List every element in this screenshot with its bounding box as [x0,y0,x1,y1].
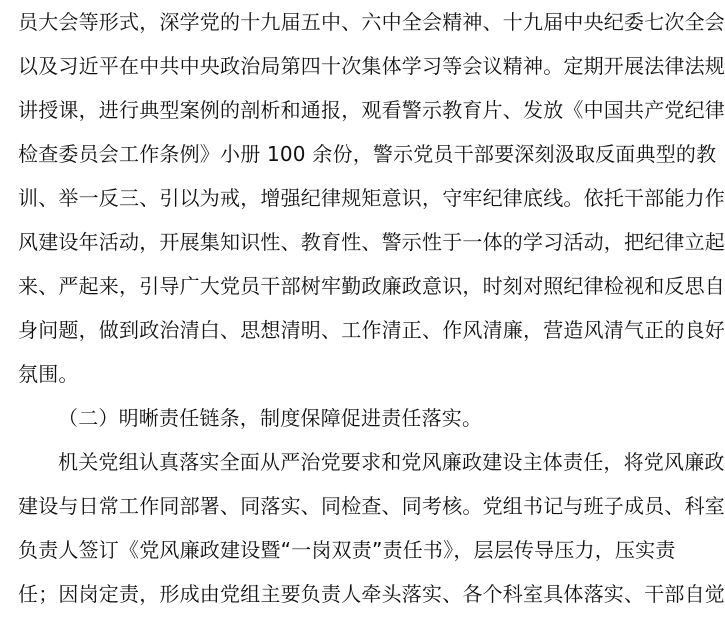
paragraph-2-line-4: 任；因岗定责，形成由党组主要负责人牵头落实、各个科室具体落实、干部自觉 [18,582,725,606]
paragraph-1-line-8: 身问题，做到政治清白、思想清明、工作清正、作风清廉，营造风清气正的良好 [18,318,725,342]
paragraph-1-line-7: 来、严起来，引导广大党员干部树牢勤政廉政意识，时刻对照纪律检视和反思自 [18,274,725,298]
paragraph-1-line-4: 检查委员会工作条例》小册 100 余份，警示党员干部要深刻汲取反面典型的教 [18,142,717,166]
paragraph-1-line-5: 训、举一反三、引以为戒，增强纪律规矩意识，守牢纪律底线。依托干部能力作 [18,186,725,210]
paragraph-1-line-1: 员大会等形式，深学党的十九届五中、六中全会精神、十九届中央纪委七次全会 [18,10,725,34]
paragraph-1-line-2: 以及习近平在中共中央政治局第四十次集体学习等会议精神。定期开展法律法规 [18,54,725,78]
paragraph-1-line-6: 风建设年活动，开展集知识性、教育性、警示性于一体的学习活动，把纪律立起 [18,230,725,254]
paragraph-1-line-3: 讲授课，进行典型案例的剖析和通报，观看警示教育片、发放《中国共产党纪律 [18,98,725,122]
section-heading: （二）明晰责任链条，制度保障促进责任落实。 [58,406,483,430]
paragraph-2-line-1: 机关党组认真落实全面从严治党要求和党风廉政建设主体责任，将党风廉政 [58,450,725,474]
paragraph-1-line-9: 氛围。 [18,362,79,386]
paragraph-2-line-2: 建设与日常工作同部署、同落实、同检查、同考核。党组书记与班子成员、科室 [18,494,725,518]
paragraph-2-line-3: 负责人签订《党风廉政建设暨“一岗双责”责任书》，层层传导压力，压实责 [18,538,676,562]
